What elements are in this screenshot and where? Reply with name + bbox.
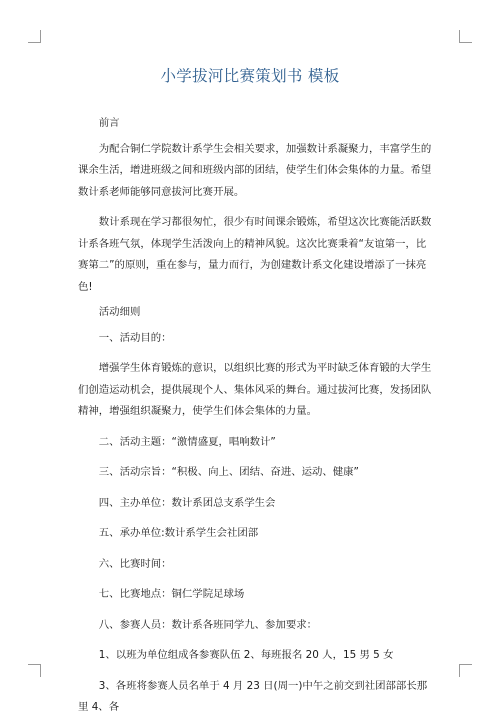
section-organizer: 四、主办单位：数计系团总支系学生会: [98, 496, 276, 509]
crop-mark-top-left: [28, 30, 41, 43]
document-title: 小学拔河比赛策划书 模板: [160, 67, 340, 85]
section-participants: 八、参赛人员：数计系各班同学九、参加要求：: [98, 618, 317, 631]
preface-paragraph-1: 为配合铜仁学院数计系学生会相关要求，加强数计系凝聚力，丰富学生的课余生活，增进班级之间和班级内部的团结，使学生们体会集体的力量。希望数计系老师能够同意拔河比赛开展。: [78, 142, 432, 198]
document-body: [78, 113, 436, 719]
crop-mark-bottom-left: [28, 664, 41, 677]
section-venue: 七、比赛地点：铜仁学院足球场: [98, 588, 245, 600]
crop-mark-top-right: [459, 30, 472, 43]
purpose-paragraph: 增强学生体育锻炼的意识，以组织比赛的形式为平时缺乏体育锻的大学生们创造运动机会，提供展现个人、集体风采的舞台。通过拔河比赛，发扬团队精神，增强组织凝聚力，使学生们体会集体的力量。: [78, 362, 432, 417]
preface-heading: 前言: [98, 117, 120, 129]
section-aim: 三、活动宗旨：“积极、向上、团结、奋进、运动、健康”: [98, 466, 359, 478]
crop-mark-bottom-right: [459, 664, 472, 677]
section-purpose-heading: 一、活动目的：: [98, 331, 172, 344]
section-theme: 二、活动主题：“激情盛夏，唱响数计”: [98, 435, 276, 448]
section-time: 六、比赛时间：: [98, 557, 172, 570]
rules-heading: 活动细则: [98, 306, 141, 318]
preface-paragraph-2: 数计系现在学习都很匆忙，很少有时间课余锻炼，希望这次比赛能活跃数计系各班气氛，体现学生活泼向上的精神风貌。这次比赛秉着“友谊第一，比赛第二”的原则，重在参与，量力而行，为创建数计系文化建设增添了一抹亮色!: [78, 216, 432, 293]
requirement-1-2: 1、以班为单位组成各参赛队伍 2、每班报名 20 人，15 男 5 女: [98, 649, 394, 661]
section-host: 五、承办单位:数计系学生会社团部: [98, 527, 259, 539]
requirement-3: 3、各班将参赛人员名单于 4 月 23 日(周一)中午之前交到社团部部长那里 4、各: [78, 679, 428, 713]
